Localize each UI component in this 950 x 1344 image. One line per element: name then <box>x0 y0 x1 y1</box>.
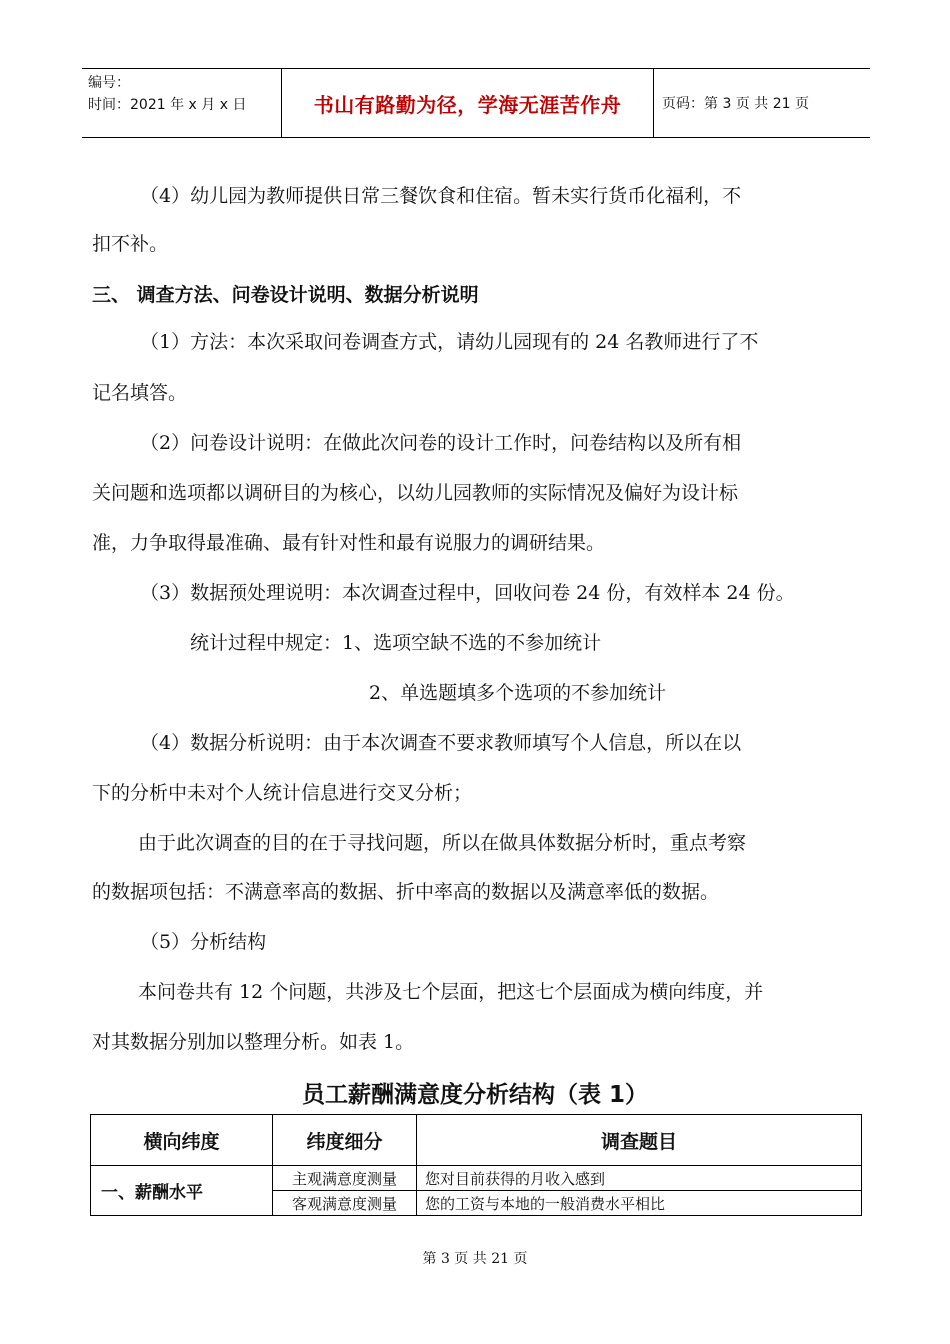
dimension-cell: 一、薪酬水平 <box>91 1166 273 1216</box>
table-title: 员工薪酬满意度分析结构（表 1） <box>301 1082 648 1108</box>
sub-dimension-cell: 主观满意度测量 <box>273 1166 417 1191</box>
paragraph-line: 准，力争取得最准确、最有针对性和最有说服力的调研结果。 <box>92 532 606 554</box>
paragraph-line: （5）分析结构 <box>140 931 267 953</box>
analysis-structure-table <box>90 1114 862 1216</box>
paragraph-line: （4）幼儿园为教师提供日常三餐饮食和住宿。暂未实行货币化福利，不 <box>140 185 742 207</box>
column-header: 横向纬度 <box>91 1115 273 1166</box>
column-header: 调查题目 <box>417 1115 862 1166</box>
header-meta <box>82 69 282 137</box>
paragraph-line: 扣不补。 <box>92 233 169 255</box>
paragraph-line: （3）数据预处理说明：本次调查过程中，回收问卷 24 份，有效样本 24 份。 <box>140 582 795 604</box>
table-row <box>91 1166 862 1191</box>
table-header-row <box>91 1115 862 1166</box>
question-cell: 您的工资与本地的一般消费水平相比 <box>417 1191 862 1216</box>
paragraph-line: （2）问卷设计说明：在做此次问卷的设计工作时，问卷结构以及所有相 <box>140 432 742 454</box>
column-header: 纬度细分 <box>273 1115 417 1166</box>
page-footer: 第 3 页 共 21 页 <box>422 1251 528 1267</box>
question-cell: 您对目前获得的月收入感到 <box>417 1166 862 1191</box>
paragraph-line: 2、单选题填多个选项的不参加统计 <box>369 682 667 704</box>
paragraph-line: 关问题和选项都以调研目的为核心，以幼儿园教师的实际情况及偏好为设计标 <box>92 482 739 504</box>
paragraph-line: 对其数据分别加以整理分析。如表 1。 <box>92 1031 415 1053</box>
header-motto: 书山有路勤为径，学海无涯苦作舟 <box>282 69 654 137</box>
paragraph-line: 下的分析中未对个人统计信息进行交叉分析； <box>92 782 473 804</box>
paragraph-line: （1）方法：本次采取问卷调查方式，请幼儿园现有的 24 名教师进行了不 <box>140 331 759 353</box>
paragraph-line: （4）数据分析说明：由于本次调查不要求教师填写个人信息，所以在以 <box>140 732 742 754</box>
document-number-label: 编号： <box>88 75 130 91</box>
paragraph-line: 由于此次调查的目的在于寻找问题，所以在做具体数据分析时，重点考察 <box>138 832 747 854</box>
paragraph-line: 本问卷共有 12 个问题，共涉及七个层面，把这七个层面成为横向纬度，并 <box>138 981 764 1003</box>
page-header <box>82 68 870 138</box>
paragraph-line: 记名填答。 <box>92 382 188 404</box>
sub-dimension-cell: 客观满意度测量 <box>273 1191 417 1216</box>
header-page-number: 页码：第 3 页 共 21 页 <box>662 96 809 112</box>
paragraph-line: 的数据项包括：不满意率高的数据、折中率高的数据以及满意率低的数据。 <box>92 881 720 903</box>
document-date: 时间：2021 年 x 月 x 日 <box>88 97 247 113</box>
paragraph-line: 统计过程中规定：1、选项空缺不选的不参加统计 <box>190 632 602 654</box>
section-heading: 三、 调查方法、问卷设计说明、数据分析说明 <box>92 284 479 306</box>
